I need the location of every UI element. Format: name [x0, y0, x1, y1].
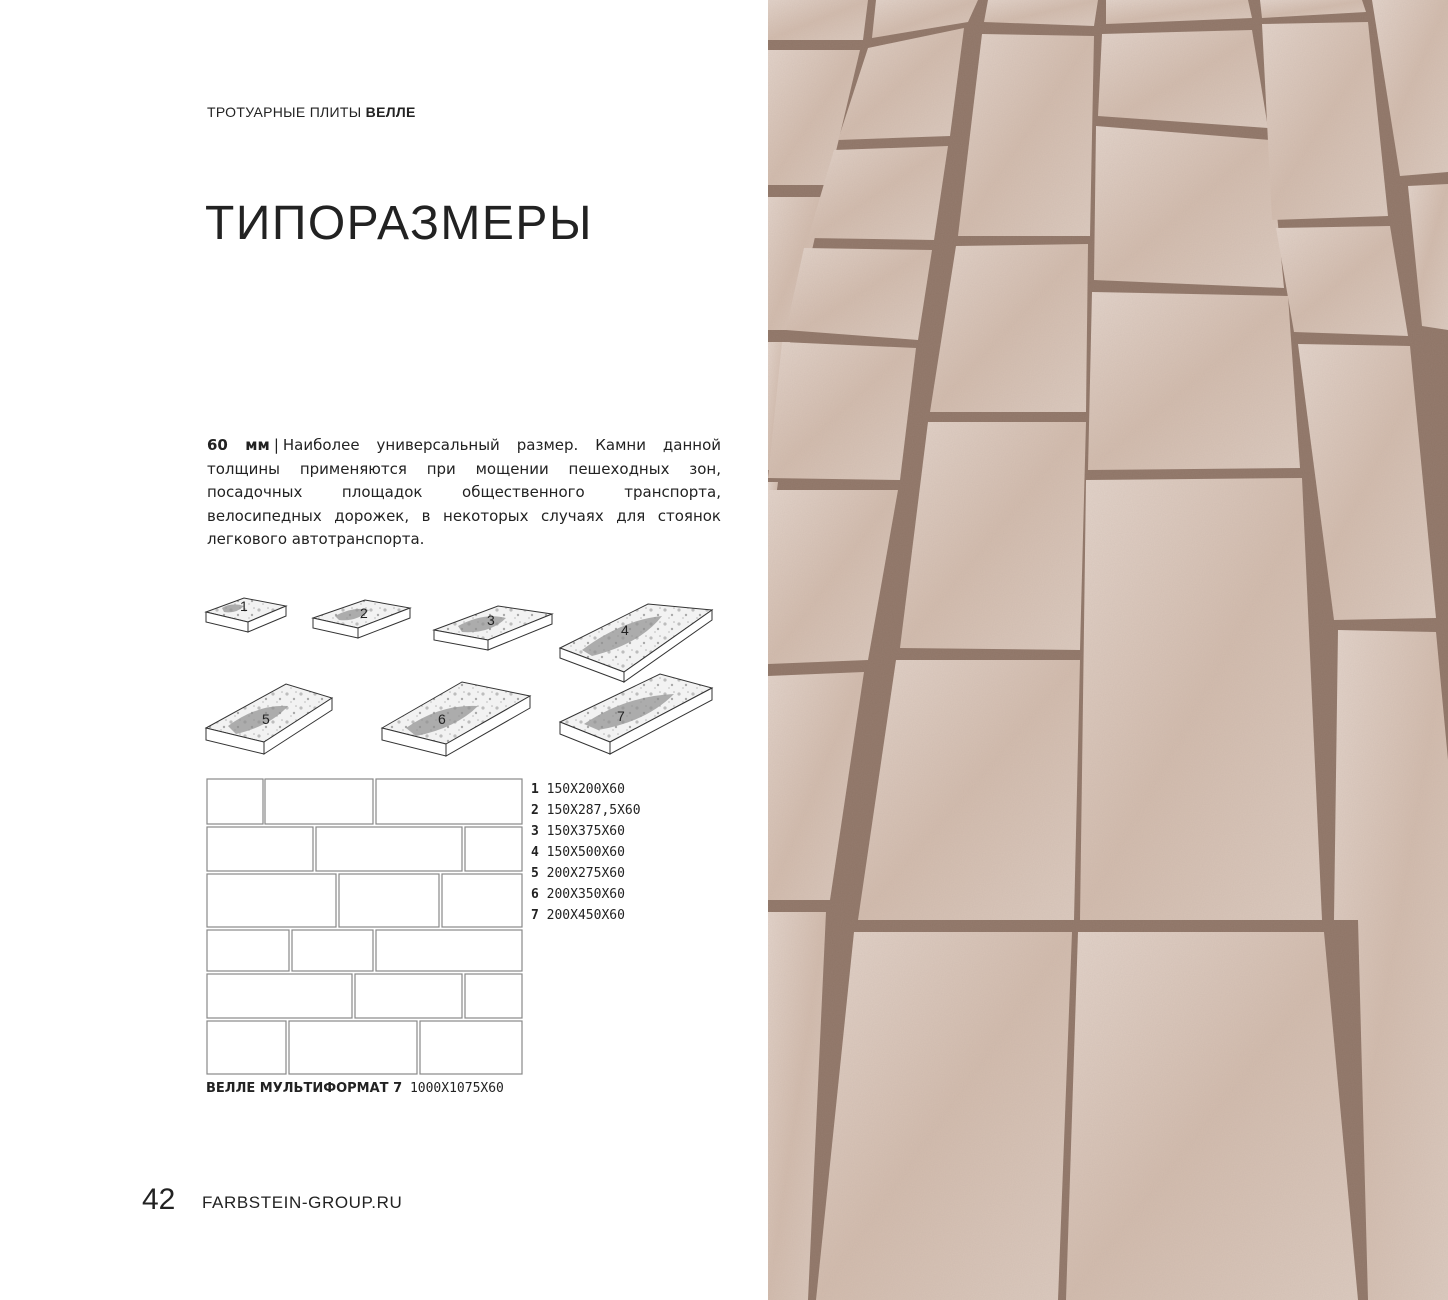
- size-item: 2 150X287,5X60: [531, 803, 641, 818]
- stone-1: [206, 598, 286, 632]
- grid-cell: [376, 779, 522, 824]
- stone-5: [206, 684, 332, 754]
- description-text: Наиболее универсальный размер. Камни данной толщины применяются при мощении пешеходных зон, посадочных площадок общественного транспорта, велосипедных дорожек, в некоторых случаях для стоянок легкового автотранспорта.: [207, 436, 721, 548]
- grid-cell: [207, 874, 336, 927]
- grid-cell: [289, 1021, 417, 1074]
- grid-cell: [376, 930, 522, 971]
- multiformat-name: ВЕЛЛЕ МУЛЬТИФОРМАТ 7: [206, 1081, 403, 1096]
- stone-label-6: 6: [438, 711, 446, 727]
- multiformat-size: 1000X1075X60: [409, 1081, 504, 1096]
- grid-cell: [207, 974, 352, 1018]
- stone-6: [382, 682, 530, 756]
- multiformat-layout-grid: [206, 778, 524, 1076]
- grid-cell: [339, 874, 439, 927]
- grid-cell: [265, 779, 373, 824]
- thickness-label: 60 мм: [207, 436, 270, 454]
- header-prefix: ТРОТУАРНЫЕ ПЛИТЫ: [207, 104, 362, 120]
- header-brand: ВЕЛЛЕ: [365, 104, 416, 120]
- grid-cell: [207, 1021, 286, 1074]
- stone-label-4: 4: [621, 622, 629, 638]
- stone-7: [560, 674, 712, 754]
- size-item: 4 150X500X60: [531, 845, 625, 860]
- separator: |: [273, 436, 279, 454]
- grid-cell: [355, 974, 462, 1018]
- description: [207, 434, 721, 552]
- paving-photo-drawing: [768, 0, 1448, 1300]
- stone-4: [560, 604, 712, 682]
- website-link[interactable]: FARBSTEIN-GROUP.RU: [202, 1193, 403, 1212]
- page-title: ТИПОРАЗМЕРЫ: [205, 197, 593, 250]
- multiformat-caption: [206, 1081, 504, 1096]
- stone-label-3: 3: [487, 612, 495, 628]
- size-item: 7 200X450X60: [531, 908, 625, 923]
- size-list: [531, 779, 641, 926]
- grid-cell: [465, 827, 522, 871]
- size-item: 5 200X275X60: [531, 866, 625, 881]
- grid-cell: [207, 779, 263, 824]
- size-item: 3 150X375X60: [531, 824, 625, 839]
- grid-cell: [207, 827, 313, 871]
- stone-label-2: 2: [360, 605, 368, 621]
- stone-label-1: 1: [240, 598, 248, 614]
- size-item: 6 200X350X60: [531, 887, 625, 902]
- paving-photo: [768, 0, 1448, 1300]
- grid-cell: [442, 874, 522, 927]
- stone-label-5: 5: [262, 711, 270, 727]
- stone-2: [313, 600, 410, 638]
- stone-3: [434, 606, 552, 650]
- stone-illustrations: [200, 578, 730, 778]
- grid-cell: [465, 974, 522, 1018]
- stone-label-7: 7: [617, 708, 625, 724]
- page-number: 42: [142, 1183, 176, 1216]
- grid-cell: [316, 827, 462, 871]
- section-header: [207, 104, 416, 120]
- grid-cell: [420, 1021, 522, 1074]
- grid-cell: [207, 930, 289, 971]
- grid-cell: [292, 930, 373, 971]
- size-item: 1 150X200X60: [531, 782, 625, 797]
